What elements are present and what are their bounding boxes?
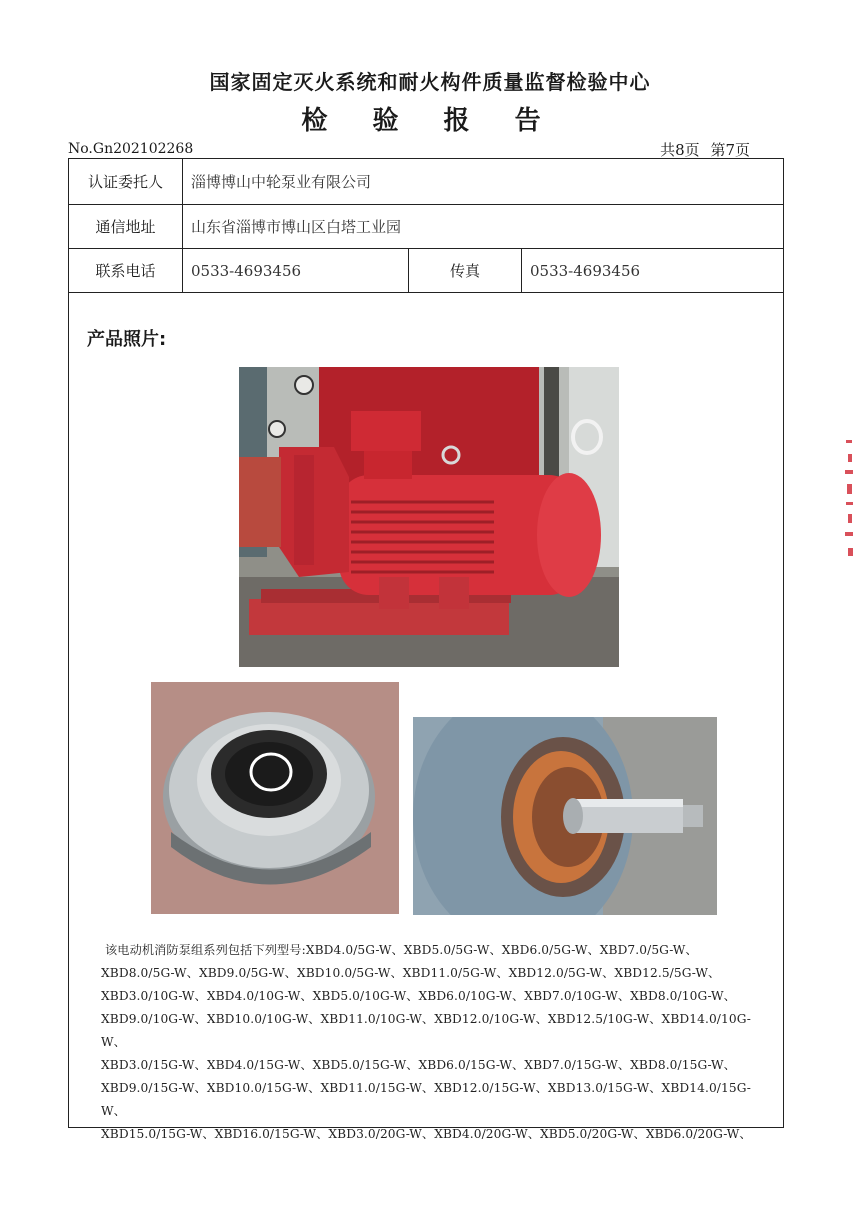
report-title: 检 验 报 告 xyxy=(301,106,559,136)
model-list-line-4: XBD9.0/10G-W、XBD10.0/10G-W、XBD11.0/10G-W、XBD12.0/10G-W、XBD12.5/10G-W、XBD14.0/10G-W、 xyxy=(101,1012,751,1049)
address-row xyxy=(69,205,783,249)
photos-section-title: 产品照片: xyxy=(87,329,167,350)
report-number: No.Gn202102268 xyxy=(68,141,194,157)
fax-label: 传真 xyxy=(408,249,521,292)
shaft-photo xyxy=(413,717,717,915)
pump-motor-photo xyxy=(239,367,619,667)
model-list-line-6: XBD9.0/15G-W、XBD10.0/15G-W、XBD11.0/15G-W、XBD12.0/15G-W、XBD13.0/15G-W、XBD14.0/15G-W、 xyxy=(101,1081,751,1118)
model-list-intro: 该电动机消防泵组系列包括下列型号: xyxy=(105,943,306,957)
report-frame xyxy=(68,158,784,1141)
model-list-line-7: XBD15.0/15G-W、XBD16.0/15G-W、XBD3.0/20G-W、XBD4.0/20G-W、XBD5.0/20G-W、XBD6.0/20G-W、 xyxy=(101,1127,752,1141)
contact-row xyxy=(69,249,783,293)
phone-label: 联系电话 xyxy=(95,262,156,280)
model-list-line-5: XBD3.0/15G-W、XBD4.0/15G-W、XBD5.0/15G-W、XBD6.0/15G-W、XBD7.0/15G-W、XBD8.0/15G-W、 xyxy=(101,1058,736,1072)
model-list-line-1 xyxy=(101,939,761,962)
page-indicator xyxy=(654,139,750,160)
client-label: 认证委托人 xyxy=(87,173,163,191)
model-list-text: XBD4.0/5G-W、XBD5.0/5G-W、XBD6.0/5G-W、XBD7.0/5G-W、 xyxy=(305,943,698,957)
address-label: 通信地址 xyxy=(95,218,156,236)
model-list-description xyxy=(101,939,761,1146)
fax-value: 0533-4693456 xyxy=(521,249,783,292)
organization-name: 国家固定灭火系统和耐火构件质量监督检验中心 xyxy=(209,70,651,94)
current-page: 第7页 xyxy=(710,141,750,159)
address-value: 山东省淄博市博山区白塔工业园 xyxy=(182,205,783,248)
client-value: 淄博博山中轮泵业有限公司 xyxy=(182,159,783,204)
total-pages: 共8页 xyxy=(660,141,700,159)
model-list-line-2: XBD8.0/5G-W、XBD9.0/5G-W、XBD10.0/5G-W、XBD11.0/5G-W、XBD12.0/5G-W、XBD12.5/5G-W、 xyxy=(101,966,721,980)
impeller-photo xyxy=(151,682,399,914)
seam-stamp xyxy=(842,436,856,566)
client-row xyxy=(69,159,783,205)
model-list-line-3: XBD3.0/10G-W、XBD4.0/10G-W、XBD5.0/10G-W、XBD6.0/10G-W、XBD7.0/10G-W、XBD8.0/10G-W、 xyxy=(101,989,736,1003)
phone-value: 0533-4693456 xyxy=(182,249,408,292)
